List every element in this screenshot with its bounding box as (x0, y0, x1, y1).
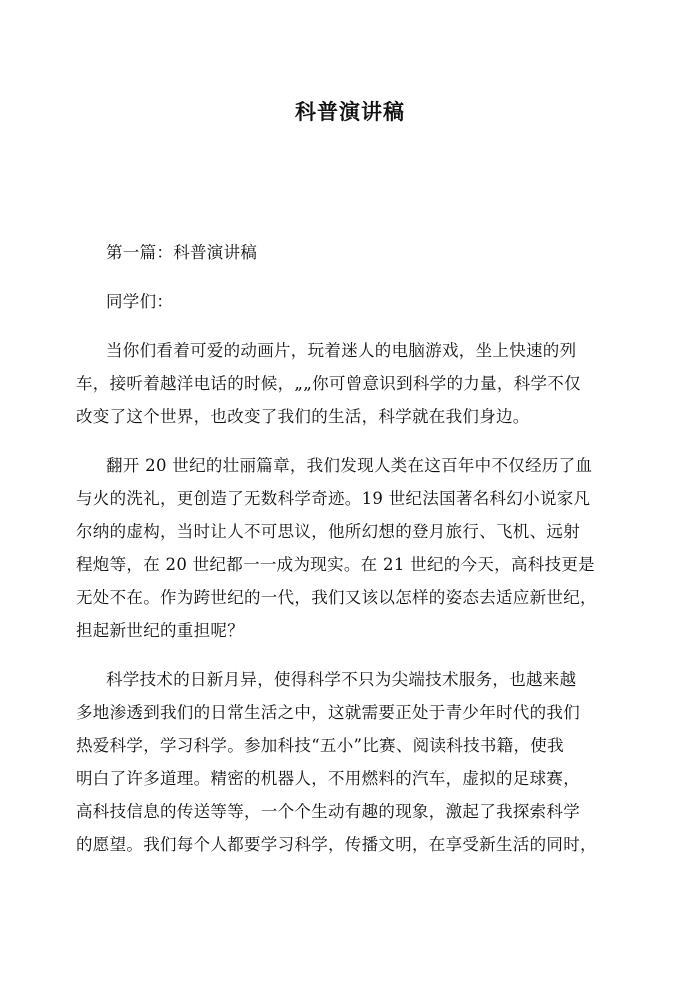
paragraph-line: 程炮等，在 20 世纪都一一成为现实。在 21 世纪的今天，高科技更是 (76, 555, 595, 574)
paragraph-line: 多地渗透到我们的日常生活之中，这就需要正处于青少年时代的我们 (76, 703, 580, 722)
paragraph-3 (76, 663, 606, 861)
paragraph-line: 无处不在。作为跨世纪的一代，我们又该以怎样的姿态去适应新世纪， (76, 588, 597, 607)
paragraph-line: 的愿望。我们每个人都要学习科学，传播文明，在享受新生活的同时， (76, 835, 597, 854)
paragraph-line: 高科技信息的传送等等，一个个生动有趣的现象，激起了我探索科学 (76, 802, 580, 821)
document-body (76, 236, 606, 861)
document-title: 科普演讲稿 (295, 100, 405, 124)
section-heading: 第一篇：科普演讲稿 (106, 243, 258, 262)
paragraph-1 (76, 334, 606, 433)
paragraph-line: 翻开 20 世纪的壮丽篇章，我们发现人类在这百年中不仅经历了血 (106, 456, 593, 475)
paragraph-line: 明白了许多道理。精密的机器人，不用燃料的汽车，虚拟的足球赛， (76, 769, 580, 788)
paragraph-2 (76, 449, 606, 647)
paragraph-line: 车，接听着越洋电话的时候，„„你可曾意识到科学的力量，科学不仅 (76, 374, 581, 393)
paragraph-line: 与火的洗礼，更创造了无数科学奇迹。19 世纪法国著名科幻小说家凡 (76, 489, 591, 508)
paragraph-line: 热爱科学，学习科学。参加科技“五小”比赛、阅读科技书籍，使我 (76, 736, 564, 755)
paragraph-line: 当你们看着可爱的动画片，玩着迷人的电脑游戏，坐上快速的列 (106, 341, 577, 360)
paragraph-line: 尔纳的虚构，当时让人不可思议，他所幻想的登月旅行、飞机、远射 (76, 522, 580, 541)
paragraph-line: 担起新世纪的重担呢？ (76, 621, 244, 640)
salutation: 同学们： (106, 292, 174, 311)
paragraph-line: 改变了这个世界，也改变了我们的生活，科学就在我们身边。 (76, 407, 530, 426)
paragraph-line: 科学技术的日新月异，使得科学不只为尖端技术服务，也越来越 (106, 670, 577, 689)
